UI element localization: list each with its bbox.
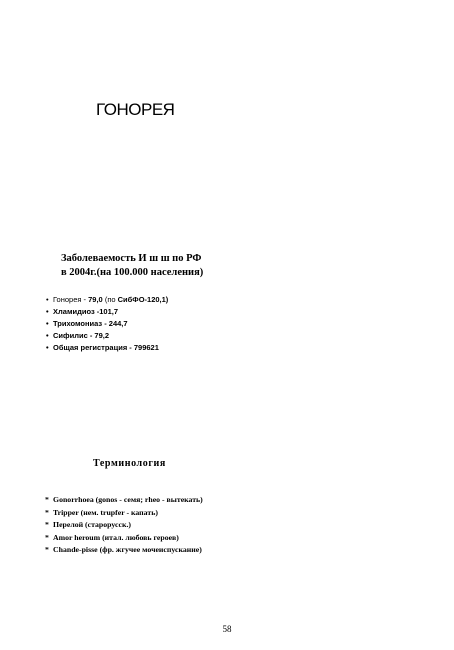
item-value: 799621: [133, 343, 159, 352]
incidence-list: [46, 294, 168, 354]
item-value: 79,0: [88, 295, 103, 304]
asterisk-icon: *: [45, 520, 49, 529]
terminology-text: Amor heroum (итал. любовь героев): [53, 532, 179, 542]
terminology-item: [45, 532, 203, 545]
incidence-item-gonorrhea: [46, 294, 168, 306]
item-label: Сифилис -: [53, 331, 95, 340]
terminology-item: [45, 544, 203, 557]
terminology-heading: Терминология: [93, 458, 166, 469]
incidence-heading: [61, 252, 203, 280]
bullet-icon: •: [46, 307, 49, 316]
terminology-text: Chande-pisse (фр. жгучее мочеиспускание): [53, 545, 202, 554]
asterisk-icon: *: [45, 507, 49, 517]
item-note-value: СибФО-120,1): [117, 295, 169, 304]
item-label: Трихомониаз -: [53, 319, 109, 328]
incidence-item-chlamydia: [46, 306, 168, 318]
incidence-item-total: [46, 342, 168, 354]
item-value: 244,7: [108, 319, 128, 328]
terminology-text: Tripper (нем. trupfer - капать): [53, 507, 158, 517]
item-label: Хламидиоз -: [53, 307, 100, 316]
terminology-item: [45, 494, 203, 507]
item-value: 101,7: [99, 307, 119, 316]
item-value: 79,2: [94, 331, 110, 340]
terminology-item: [45, 507, 203, 520]
bullet-icon: •: [46, 319, 49, 328]
incidence-heading-line-2: в 2004г.(на 100.000 населения): [61, 267, 204, 278]
incidence-heading-line-1: Заболеваемость И ш ш по РФ: [61, 253, 202, 264]
terminology-list: [45, 494, 203, 557]
item-label: Гонорея -: [53, 295, 89, 304]
terminology-text: Перелой (старорусск.): [53, 520, 132, 529]
page-number: 58: [222, 624, 232, 634]
asterisk-icon: *: [45, 495, 49, 504]
incidence-item-trichomoniasis: [46, 318, 168, 330]
asterisk-icon: *: [45, 532, 49, 542]
bullet-icon: •: [46, 331, 49, 340]
bullet-icon: •: [46, 343, 49, 352]
terminology-item: [45, 519, 203, 532]
asterisk-icon: *: [45, 545, 49, 554]
terminology-text: Gonorrhoea (gonos - семя; rheo - вытекать): [53, 495, 203, 504]
item-label: Общая регистрация -: [53, 343, 134, 352]
incidence-item-syphilis: [46, 330, 168, 342]
page-title: ГОНОРЕЯ: [96, 100, 175, 119]
bullet-icon: •: [46, 295, 49, 304]
item-note: (по: [102, 295, 118, 304]
